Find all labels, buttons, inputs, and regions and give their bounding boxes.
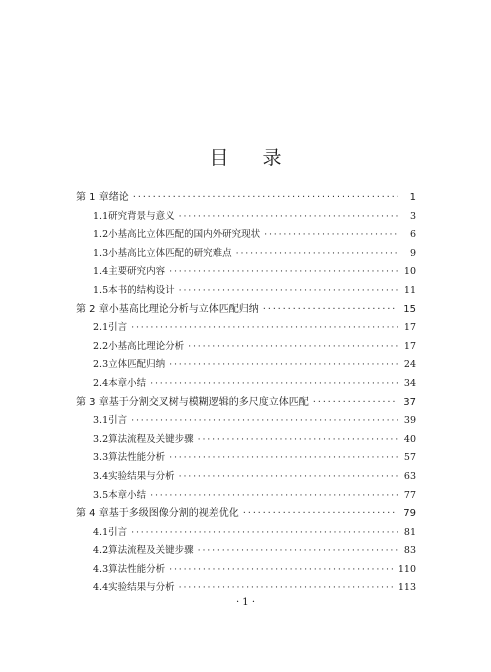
toc-leader-dots: [179, 579, 394, 598]
toc-entry-page: 39: [403, 415, 416, 427]
toc-entry-number: 2.3: [93, 359, 109, 371]
toc-entry-number: 3.4: [93, 470, 109, 482]
toc-leader-dots: [179, 282, 398, 301]
toc-leader-dots: [179, 468, 398, 487]
toc-entry-number: 4.2: [93, 545, 109, 557]
toc-section-entry: [76, 412, 416, 431]
toc-section-entry: [76, 282, 416, 301]
toc-section-entry: [76, 449, 416, 468]
table-of-contents: [76, 189, 416, 598]
toc-leader-dots: [188, 338, 398, 357]
toc-section-entry: [76, 226, 416, 245]
toc-section-entry: [76, 245, 416, 264]
toc-leader-dots: [236, 245, 398, 264]
toc-entry-title: 基于多级图像分割的视差优化: [108, 508, 239, 520]
toc-leader-dots: [169, 449, 398, 468]
toc-entry-number: 1.5: [93, 284, 109, 296]
toc-leader-dots: [243, 505, 398, 524]
toc-entry-title: 基于分割交叉树与模糊逻辑的多尺度立体匹配: [108, 396, 309, 408]
toc-entry-title: 引言: [108, 415, 128, 427]
toc-entry-title: 引言: [108, 526, 128, 538]
toc-entry-title: 引言: [108, 322, 128, 334]
toc-chapter-entry: [76, 394, 416, 413]
toc-entry-page: 34: [403, 377, 416, 389]
toc-entry-page: 17: [403, 322, 416, 334]
toc-leader-dots: [150, 375, 398, 394]
toc-leader-dots: [169, 561, 394, 580]
page-title: 目录: [209, 147, 316, 169]
toc-leader-dots: [313, 394, 398, 413]
toc-entry-page: 9: [409, 247, 416, 259]
toc-entry-title: 算法流程及关键步骤: [108, 433, 194, 445]
toc-section-entry: [76, 561, 416, 580]
toc-entry-page: 17: [403, 340, 416, 352]
toc-chapter-entry: [76, 505, 416, 524]
toc-entry-title: 实验结果与分析: [108, 470, 175, 482]
toc-entry-title: 主要研究内容: [108, 266, 166, 278]
toc-section-entry: [76, 487, 416, 506]
page-number-footer: · 1 ·: [235, 597, 256, 608]
toc-entry-page: 57: [403, 452, 416, 464]
toc-entry-page: 113: [397, 582, 416, 594]
toc-section-entry: [76, 468, 416, 487]
toc-entry-number: 第 3 章: [76, 396, 109, 408]
toc-leader-dots: [179, 208, 398, 227]
toc-section-entry: [76, 524, 416, 543]
toc-entry-page: 110: [397, 563, 416, 575]
toc-entry-title: 本章小结: [108, 377, 147, 389]
toc-section-entry: [76, 375, 416, 394]
toc-entry-number: 3.1: [93, 415, 109, 427]
toc-entry-page: 63: [403, 470, 416, 482]
toc-chapter-entry: [76, 189, 416, 208]
toc-entry-number: 1.4: [93, 266, 109, 278]
toc-entry-title: 研究背景与意义: [108, 210, 175, 222]
toc-section-entry: [76, 319, 416, 338]
toc-leader-dots: [131, 412, 398, 431]
toc-entry-title: 立体匹配归纳: [108, 359, 166, 371]
toc-entry-number: 1.3: [93, 247, 109, 259]
toc-entry-page: 11: [403, 284, 416, 296]
toc-entry-page: 83: [403, 545, 416, 557]
toc-section-entry: [76, 356, 416, 375]
toc-entry-number: 2.1: [93, 322, 109, 334]
toc-entry-number: 4.3: [93, 563, 109, 575]
toc-section-entry: [76, 263, 416, 282]
toc-entry-page: 15: [403, 303, 416, 315]
toc-entry-page: 37: [403, 396, 416, 408]
toc-entry-title: 本书的结构设计: [108, 284, 175, 296]
toc-entry-title: 小基高比立体匹配的国内外研究现状: [108, 229, 261, 241]
toc-entry-number: 第 2 章: [76, 303, 109, 315]
toc-entry-number: 第 1 章: [76, 192, 109, 203]
toc-entry-page: 6: [409, 229, 416, 241]
toc-entry-number: 2.2: [93, 340, 109, 352]
toc-entry-title: 小基高比立体匹配的研究难点: [108, 247, 232, 259]
toc-entry-page: 1: [409, 192, 416, 203]
toc-entry-title: 实验结果与分析: [108, 582, 175, 594]
toc-leader-dots: [169, 356, 398, 375]
toc-entry-number: 4.4: [93, 582, 109, 594]
toc-entry-title: 小基高比理论分析: [108, 340, 185, 352]
toc-entry-page: 40: [403, 433, 416, 445]
toc-entry-title: 算法流程及关键步骤: [108, 545, 194, 557]
toc-entry-number: 1.2: [93, 229, 109, 241]
toc-entry-number: 1.1: [93, 210, 109, 222]
toc-section-entry: [76, 579, 416, 598]
toc-section-entry: [76, 338, 416, 357]
toc-entry-number: 第 4 章: [76, 508, 109, 520]
toc-entry-number: 3.2: [93, 433, 109, 445]
toc-leader-dots: [169, 263, 398, 282]
toc-entry-title: 算法性能分析: [108, 563, 166, 575]
toc-section-entry: [76, 208, 416, 227]
toc-leader-dots: [198, 542, 398, 561]
toc-entry-title: 算法性能分析: [108, 452, 166, 464]
toc-leader-dots: [198, 431, 398, 450]
toc-entry-title: 本章小结: [108, 489, 147, 501]
toc-entry-page: 77: [403, 489, 416, 501]
toc-entry-number: 3.3: [93, 452, 109, 464]
toc-entry-title: 小基高比理论分析与立体匹配归纳: [108, 303, 259, 315]
toc-section-entry: [76, 431, 416, 450]
toc-section-entry: [76, 542, 416, 561]
toc-entry-page: 10: [403, 266, 416, 278]
toc-entry-number: 3.5: [93, 489, 109, 501]
toc-entry-title: 绪论: [108, 192, 129, 203]
toc-leader-dots: [131, 524, 398, 543]
toc-leader-dots: [263, 301, 398, 320]
toc-leader-dots: [133, 189, 398, 208]
toc-entry-page: 81: [403, 526, 416, 538]
toc-chapter-entry: [76, 301, 416, 320]
toc-leader-dots: [150, 487, 398, 506]
toc-entry-page: 79: [403, 508, 416, 520]
toc-entry-page: 3: [409, 210, 416, 222]
toc-entry-number: 2.4: [93, 377, 109, 389]
toc-entry-number: 4.1: [93, 526, 109, 538]
toc-entry-page: 24: [403, 359, 416, 371]
toc-leader-dots: [264, 226, 398, 245]
toc-leader-dots: [131, 319, 398, 338]
